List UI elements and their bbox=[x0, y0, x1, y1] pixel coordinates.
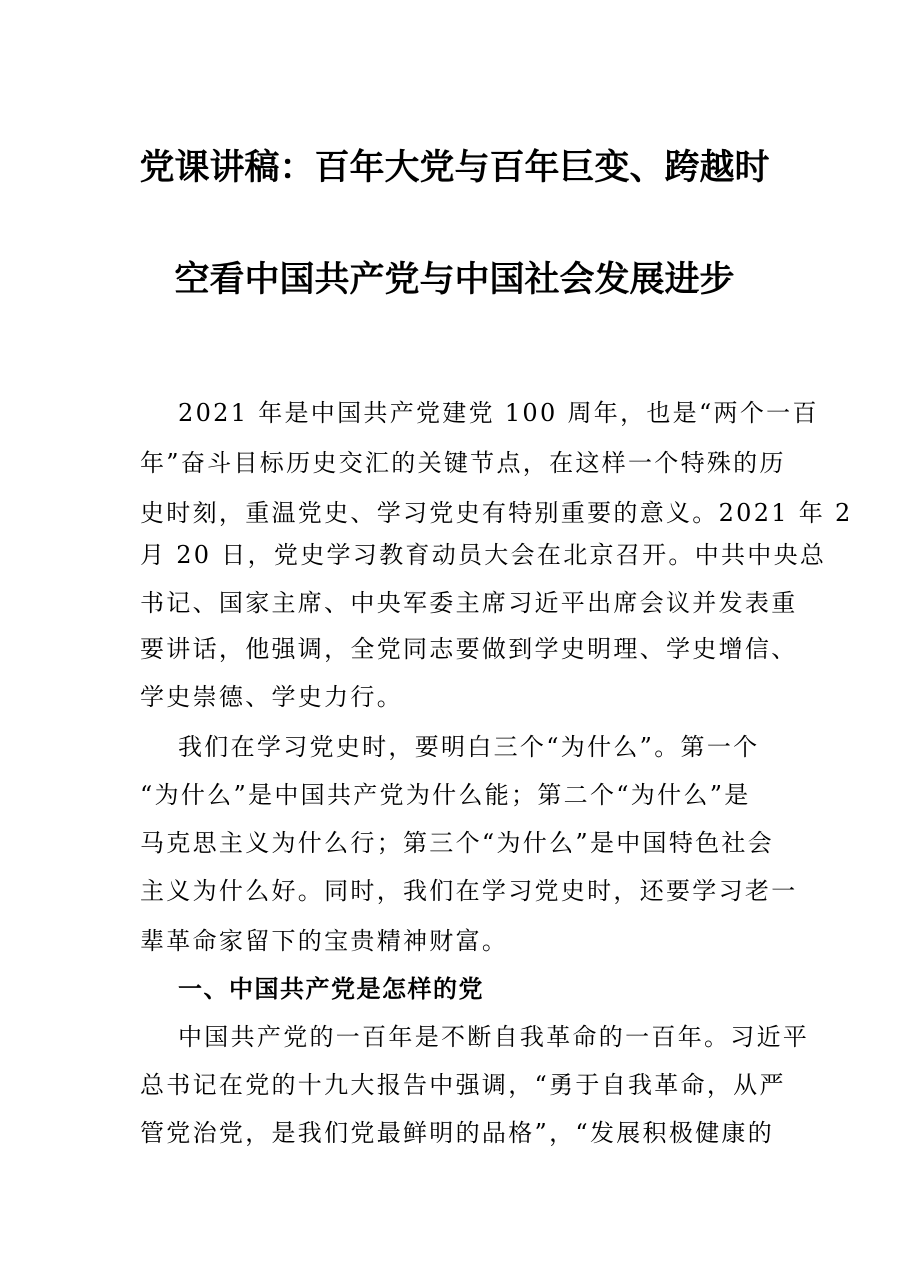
paragraph-2-line-2: “为什么”是中国共产党为什么能；第二个“为什么”是 bbox=[140, 781, 751, 809]
document-title-line-1: 党课讲稿：百年大党与百年巨变、跨越时 bbox=[139, 148, 770, 188]
paragraph-1-line-6: 要讲话，他强调，全党同志要做到学史明理、学史增信、 bbox=[140, 635, 798, 663]
paragraph-1-line-7: 学史崇德、学史力行。 bbox=[140, 683, 403, 711]
paragraph-2-line-1: 我们在学习党史时，要明白三个“为什么”。第一个 bbox=[178, 733, 760, 761]
paragraph-3-line-1: 中国共产党的一百年是不断自我革命的一百年。习近平 bbox=[178, 1023, 810, 1051]
paragraph-1-line-5: 书记、国家主席、中央军委主席习近平出席会议并发表重 bbox=[140, 589, 798, 617]
paragraph-3-line-2: 总书记在党的十九大报告中强调，“勇于自我革命，从严 bbox=[140, 1071, 786, 1099]
paragraph-1-line-4: 月 20 日，党史学习教育动员大会在北京召开。中共中央总 bbox=[140, 541, 827, 569]
paragraph-1-line-1: 2021 年是中国共产党建党 100 周年，也是“两个一百 bbox=[178, 399, 819, 427]
paragraph-2-line-4: 主义为什么好。同时，我们在学习党史时，还要学习老一 bbox=[140, 877, 798, 905]
section-heading: 一、中国共产党是怎样的党 bbox=[178, 975, 484, 1003]
document-title-line-2: 空看中国共产党与中国社会发展进步 bbox=[174, 260, 735, 300]
paragraph-1-line-3: 史时刻，重温党史、学习党史有特别重要的意义。2021 年 2 bbox=[140, 499, 853, 527]
paragraph-1-line-2: 年”奋斗目标历史交汇的关键节点，在这样一个特殊的历 bbox=[140, 449, 786, 477]
paragraph-2-line-5: 辈革命家留下的宝贵精神财富。 bbox=[140, 927, 509, 955]
paragraph-3-line-3: 管党治党，是我们党最鲜明的品格”，“发展积极健康的 bbox=[140, 1119, 775, 1147]
paragraph-2-line-3: 马克思主义为什么行；第三个“为什么”是中国特色社会 bbox=[140, 829, 775, 857]
